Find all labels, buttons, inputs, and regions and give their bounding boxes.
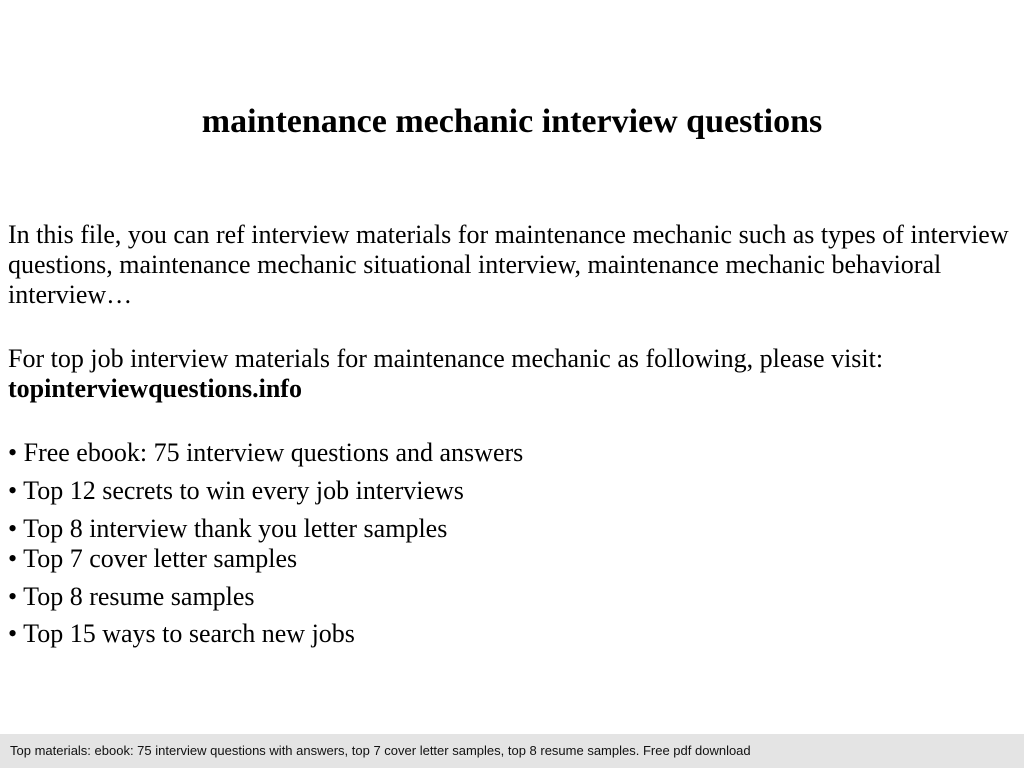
list-item: • Free ebook: 75 interview questions and answers	[8, 438, 524, 467]
visit-text: For top job interview materials for maintenance mechanic as following, please visit:	[8, 344, 884, 373]
list-item: • Top 8 interview thank you letter samples	[8, 514, 448, 543]
visit-paragraph	[8, 344, 1013, 404]
footer-bar	[0, 734, 1024, 768]
footer-text: Top materials: ebook: 75 interview questions with answers, top 7 cover letter samples, top 8 resume samples. Free pdf download	[10, 743, 751, 758]
list-item: • Top 15 ways to search new jobs	[8, 619, 355, 648]
site-link[interactable]: topinterviewquestions.info	[8, 374, 302, 403]
list-item: • Top 7 cover letter samples	[8, 544, 298, 573]
list-item: • Top 12 secrets to win every job interviews	[8, 476, 464, 505]
slide-title: maintenance mechanic interview questions	[201, 103, 823, 140]
list-item: • Top 8 resume samples	[8, 582, 255, 611]
intro-paragraph: In this file, you can ref interview materials for maintenance mechanic such as types of interview questions, maintenance mechanic situational interview, maintenance mechanic behavioral interview…	[8, 220, 1009, 309]
